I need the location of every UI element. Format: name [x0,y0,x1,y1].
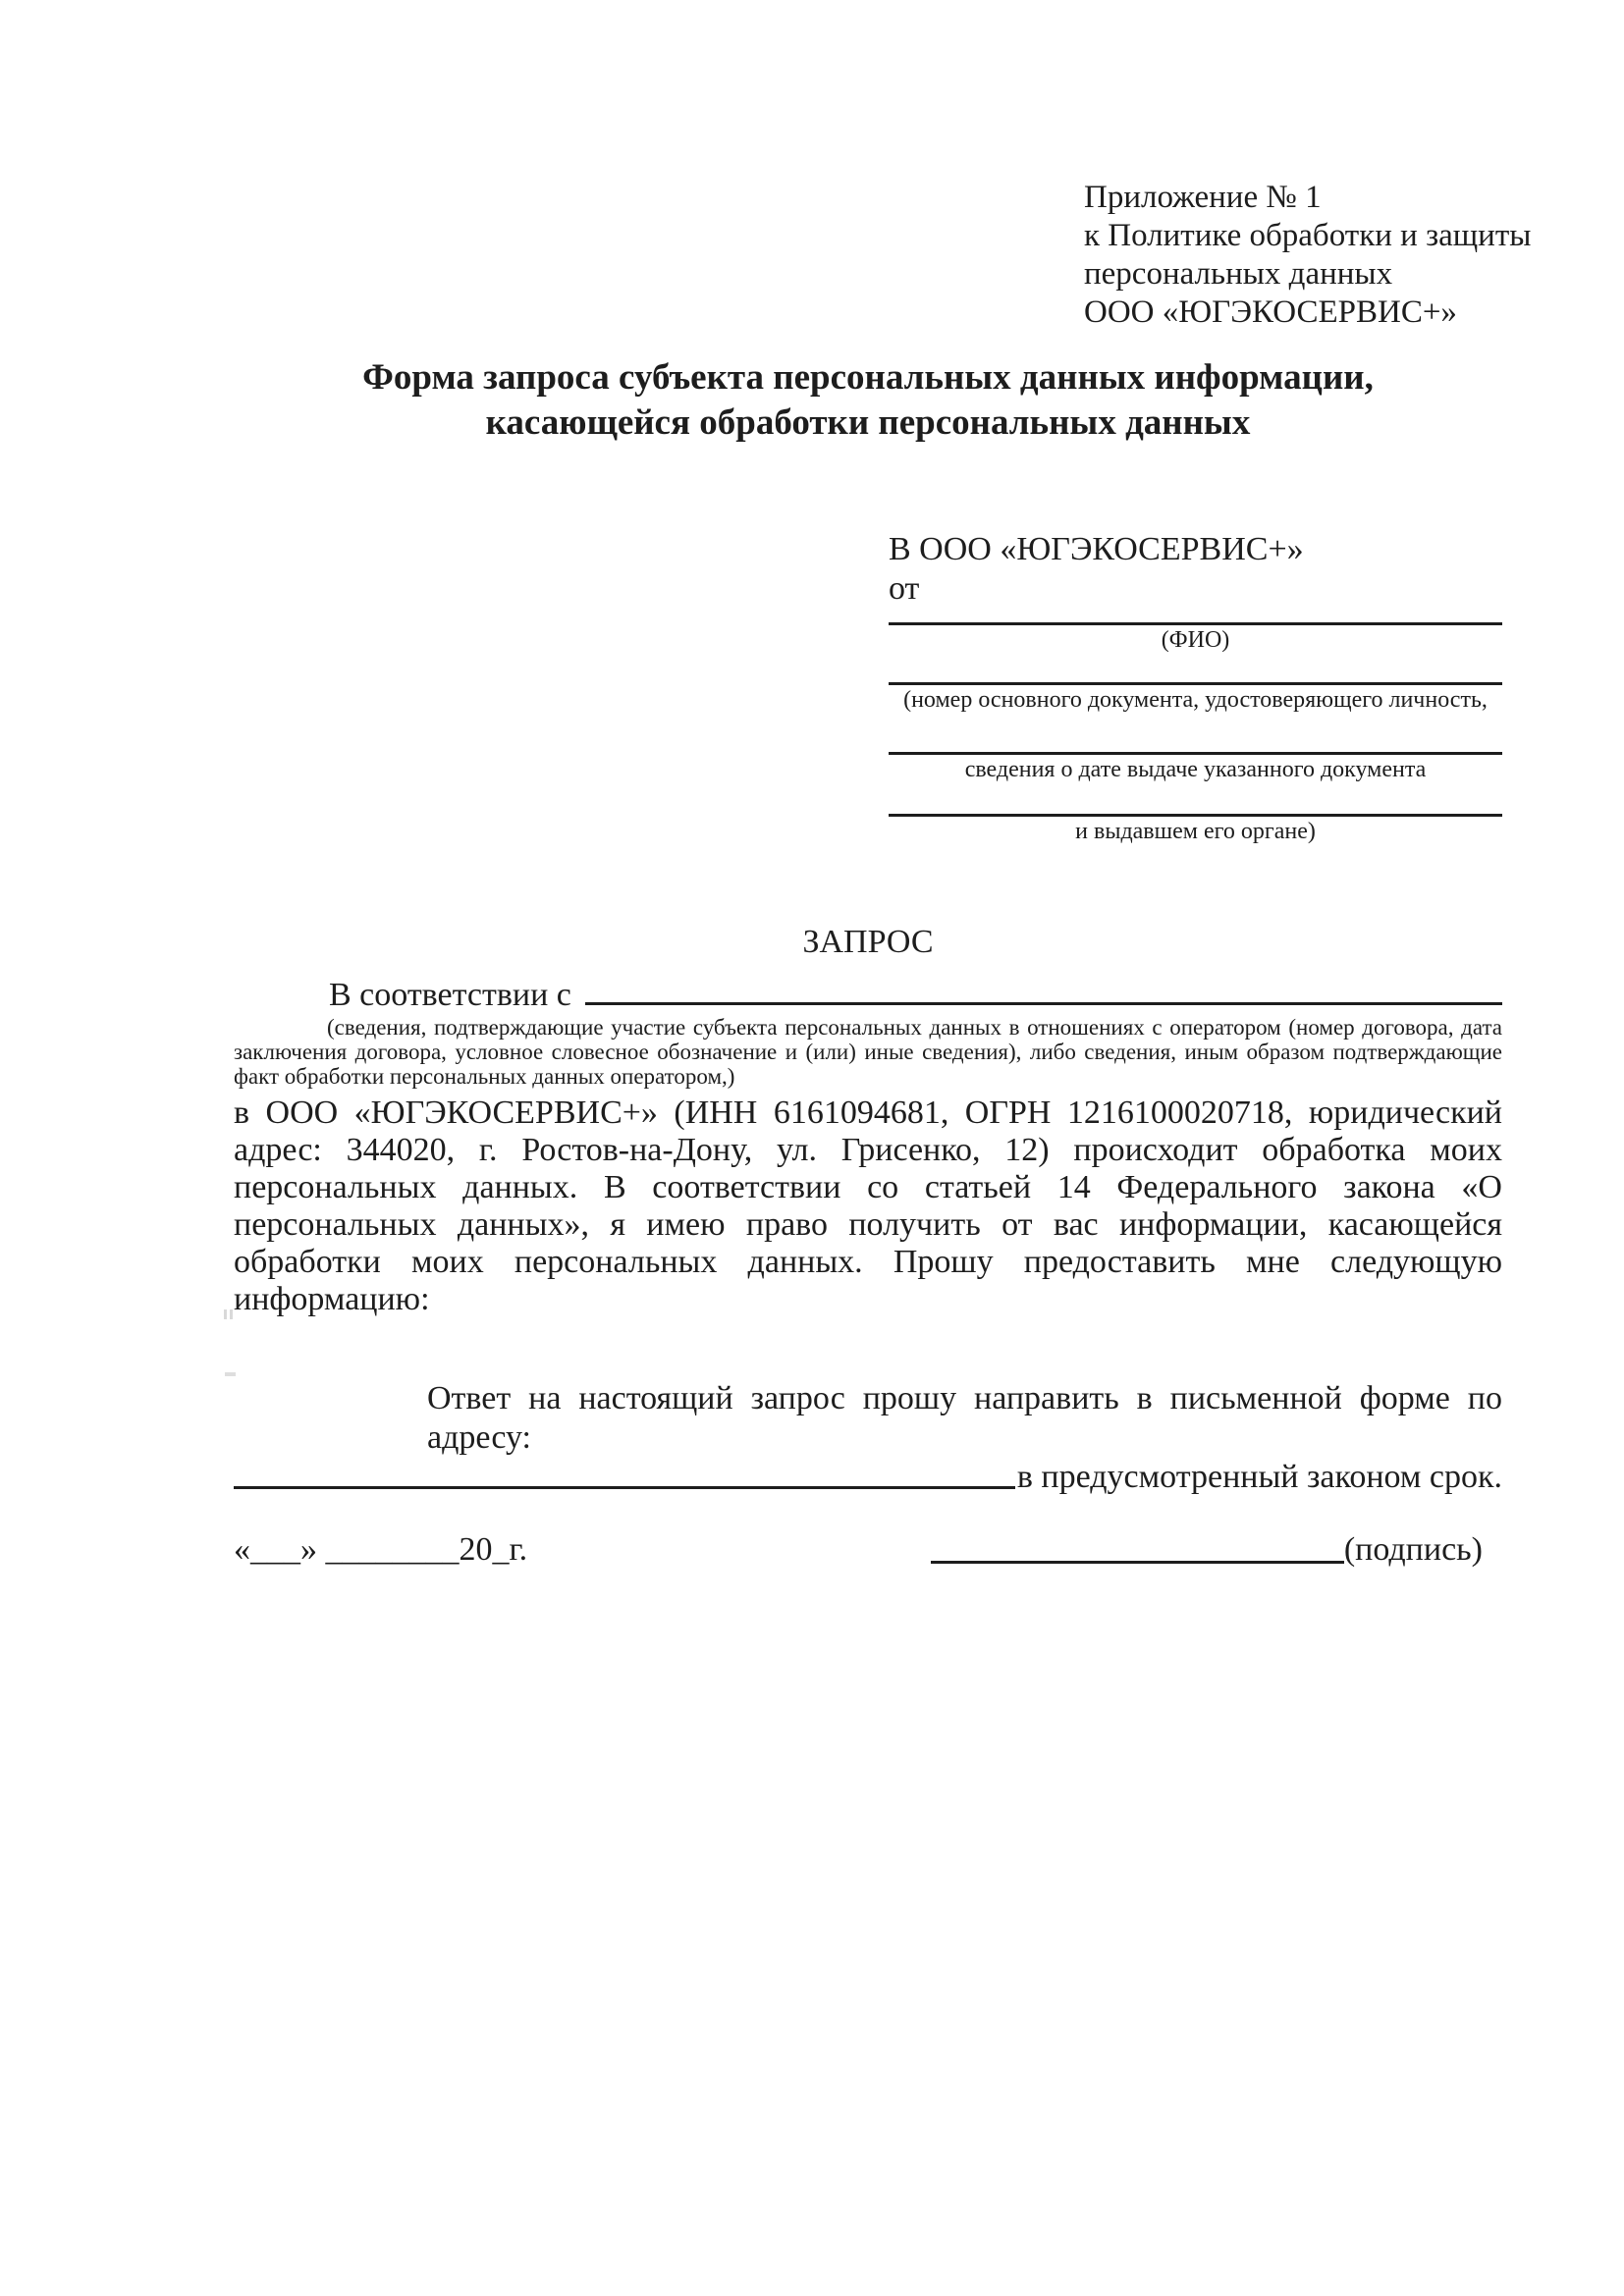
fine-print-note: (сведения, подтверждающие участие субъекта персональных данных в отношениях с оператором (номер договора, дата заключения договора, условное словесное обозначение и (или) иные сведения), либо сведения, иным образом подтверждающие факт обработки персональных данных оператором,) [234,1015,1502,1089]
reply-text: Ответ на настоящий запрос прошу направить в письменной форме по адресу: [427,1380,1502,1456]
issue-date-blank-line[interactable] [889,715,1502,755]
signature-group [931,1529,1483,1571]
reply-suffix: в предусмотренный законом срок. [1016,1459,1502,1495]
addressee-block [889,530,1502,846]
basis-blank-line[interactable] [585,976,1502,1005]
signature-row [234,1529,1502,1571]
issue-date-field [889,715,1502,784]
appendix-line-3: персональных данных [1084,256,1393,292]
document-number-caption: (номер основного документа, удостоверяющего личность, [903,687,1488,713]
document-number-field [889,655,1502,715]
request-section [234,923,1502,1318]
appendix-line-1: Приложение № 1 [1084,180,1322,215]
appendix-line-2: к Политике обработки и защиты [1084,218,1532,253]
fio-blank-line[interactable] [889,609,1502,625]
request-body-paragraph: в ООО «ЮГЭКОСЕРВИС+» (ИНН 6161094681, ОГРН 1216100020718, юридический адрес: 344020, г. Ростов-на-Дону, ул. Грисенко, 12) происходит обработка моих персональных данных. В соответствии со статьей 14 Федерального закона «О персональных данных», я имею право получить от вас информации, касающейся обработки моих персональных данных. Прошу предоставить мне следующую информацию: [234,1095,1502,1317]
signature-blank-line[interactable] [931,1529,1344,1564]
issuing-authority-field [889,784,1502,846]
basis-row [234,976,1502,1011]
title-line-1: Форма запроса субъекта персональных данных информации, [362,357,1374,398]
reply-block [234,1379,1502,1495]
faint-list-marker-1 [224,1309,234,1319]
faint-list-marker-2 [225,1372,236,1376]
issue-date-caption: сведения о дате выдаче указанного документа [964,757,1427,782]
reply-address-blank-line[interactable] [234,1458,1015,1489]
addressee-from-label: от [889,570,920,607]
fio-caption: (ФИО) [1161,627,1230,653]
appendix-header [1084,179,1536,332]
document-number-blank-line[interactable] [889,655,1502,685]
issuing-authority-blank-line[interactable] [889,784,1502,817]
date-fill-in[interactable]: «___» ________20_г. [234,1531,528,1568]
issuing-authority-caption: и выдавшем его органе) [1075,819,1316,844]
basis-intro-label: В соответствии с [329,977,571,1013]
request-heading: ЗАПРОС [802,924,934,960]
addressee-to: В ООО «ЮГЭКОСЕРВИС+» [889,531,1304,567]
reply-address-row [234,1458,1502,1495]
signature-caption: (подпись) [1343,1531,1483,1568]
fio-field [889,609,1502,655]
appendix-line-4: ООО «ЮГЭКОСЕРВИС+» [1084,294,1457,330]
document-title [234,355,1502,446]
title-line-2: касающейся обработки персональных данных [485,402,1251,443]
